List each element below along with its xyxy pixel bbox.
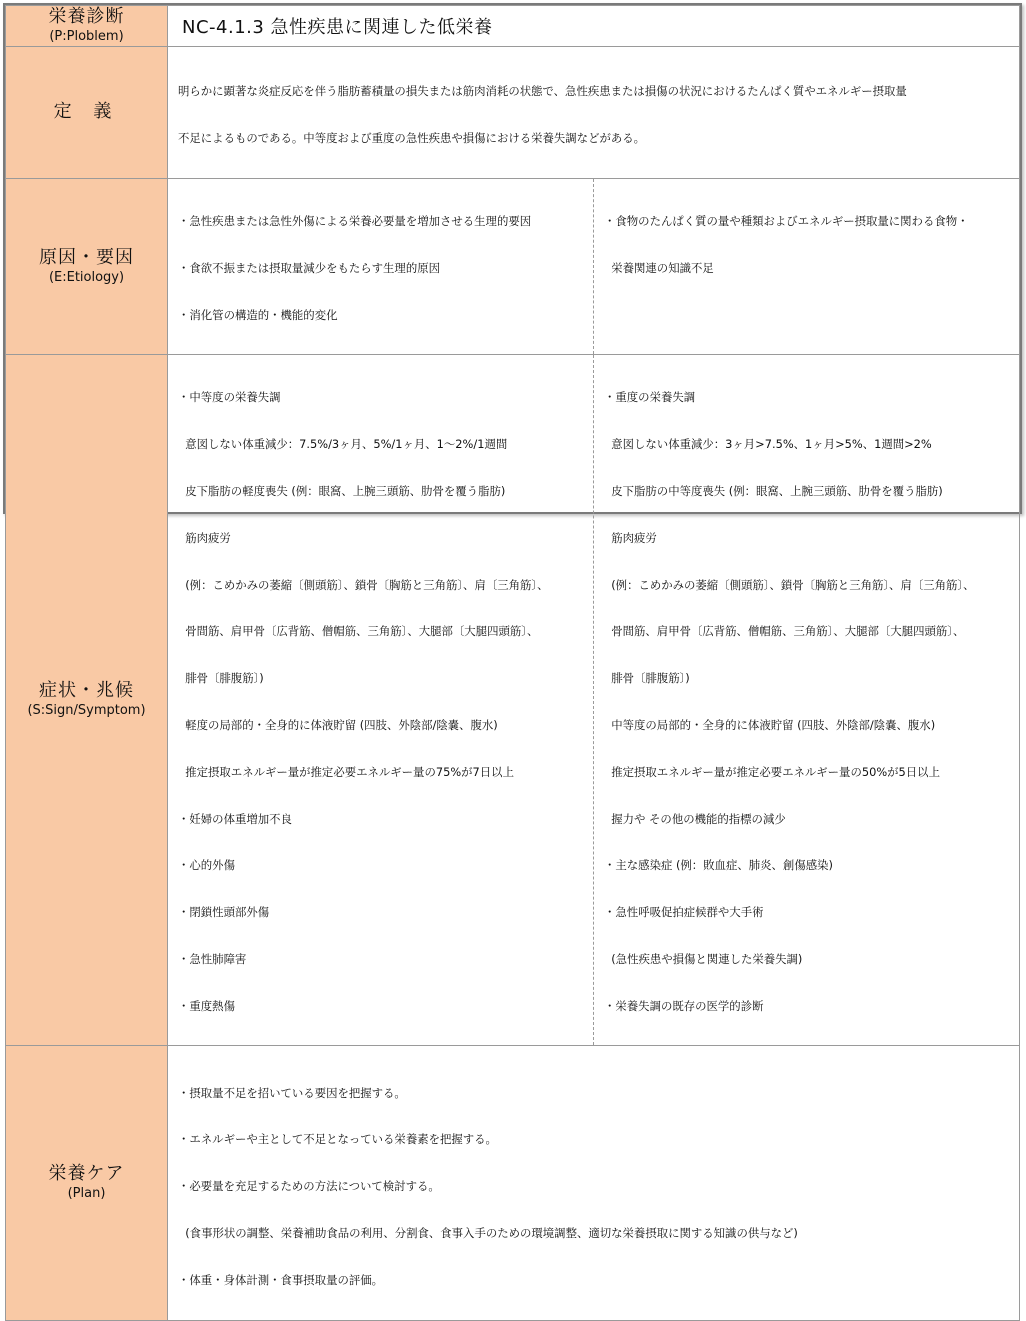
symptom-row — [6, 355, 1020, 1046]
problem-title-cell — [168, 6, 1020, 47]
etiology-right-cell — [594, 178, 1020, 355]
symptom-item: ・中等度の栄養失調 — [178, 390, 281, 405]
symptom-item: (例：こめかみの萎縮〔側頭筋〕、鎖骨〔胸筋と三角筋〕、肩〔三角筋〕、 — [178, 577, 549, 592]
problem-label-cell — [6, 6, 168, 47]
etiology-item: 栄養関連の知識不足 — [604, 260, 714, 275]
etiology-row — [6, 178, 1020, 355]
etiology-item: ・急性疾患または急性外傷による栄養必要量を増加させる生理的要因 — [178, 213, 532, 228]
symptom-item: 軽度の局部的・全身的に体液貯留 (四肢、外陰部/陰嚢、腹水) — [178, 717, 498, 732]
plan-cell — [168, 1046, 1020, 1320]
symptom-item: ・急性呼吸促拍症候群や大手術 — [604, 905, 764, 920]
symptom-item: 筋肉疲労 — [604, 530, 657, 545]
etiology-label: 原因・要因 — [39, 246, 134, 268]
problem-label: 栄養診断 — [48, 6, 125, 27]
symptom-item: (例：こめかみの萎縮〔側頭筋〕、鎖骨〔胸筋と三角筋〕、肩〔三角筋〕、 — [604, 577, 975, 592]
symptom-item: ・心的外傷 — [178, 858, 235, 873]
symptom-item: 推定摂取エネルギー量が推定必要エネルギー量の75%が7日以上 — [178, 764, 514, 779]
symptom-item: 骨間筋、肩甲骨〔広背筋、僧帽筋、三角筋〕、大腿部〔大腿四頭筋〕、 — [178, 624, 539, 639]
symptom-item: ・栄養失調の既存の医学的診断 — [604, 998, 764, 1013]
symptom-item: 中等度の局部的・全身的に体液貯留 (四肢、外陰部/陰嚢、腹水) — [604, 717, 936, 732]
definition-row — [6, 47, 1020, 179]
symptom-item: 骨間筋、肩甲骨〔広背筋、僧帽筋、三角筋〕、大腿部〔大腿四頭筋〕、 — [604, 624, 965, 639]
diagnosis-table — [5, 5, 1020, 1321]
plan-item: (食事形状の調整、栄養補助食品の利用、分割食、食事入手のための環境調整、適切な栄養摂取に関する知識の供与など) — [178, 1225, 798, 1240]
plan-sublabel: (Plan) — [67, 1185, 106, 1201]
symptom-item: ・重度熱傷 — [178, 998, 235, 1013]
symptom-item: 筋肉疲労 — [178, 530, 231, 545]
problem-title: NC-4.1.3 急性疾患に関連した低栄養 — [182, 17, 493, 38]
symptom-item: ・閉鎖性頭部外傷 — [178, 905, 270, 920]
symptom-right-text — [594, 355, 1019, 1045]
symptom-sublabel: (S:Sign/Symptom) — [27, 703, 146, 719]
plan-item: ・必要量を充足するための方法について検討する。 — [178, 1179, 440, 1194]
definition-cell — [168, 47, 1020, 179]
symptom-item: 腓骨〔腓腹筋〕) — [178, 671, 264, 686]
symptom-item: ・妊婦の体重増加不良 — [178, 811, 292, 826]
etiology-left-cell — [168, 178, 594, 355]
etiology-sublabel: (E:Etiology) — [48, 269, 125, 285]
symptom-item: ・主な感染症 (例：敗血症、肺炎、創傷感染) — [604, 858, 833, 873]
symptom-item: 意図しない体重減少：3ヶ月>7.5%、1ヶ月>5%、1週間>2% — [604, 437, 932, 452]
symptom-item: 皮下脂肪の中等度喪失 (例：眼窩、上腕三頭筋、肋骨を覆う脂肪) — [604, 484, 943, 499]
plan-item: ・エネルギーや主として不足となっている栄養素を把握する。 — [178, 1132, 497, 1147]
plan-text — [168, 1046, 1019, 1319]
definition-text — [168, 47, 1019, 178]
definition-label: 定 義 — [53, 101, 120, 123]
definition-line: 明らかに顕著な炎症反応を伴う脂肪蓄積量の損失または筋肉消耗の状態で、急性疾患または損傷の状況におけるたんぱく質やエネルギー摂取量 — [178, 84, 907, 99]
plan-item: ・体重・身体計測・食事摂取量の評価。 — [178, 1272, 384, 1287]
etiology-label-cell — [6, 178, 168, 355]
symptom-label: 症状・兆候 — [39, 680, 134, 702]
etiology-right-text — [594, 179, 1019, 308]
symptom-item: 腓骨〔腓腹筋〕) — [604, 671, 690, 686]
plan-row — [6, 1046, 1020, 1320]
symptom-item: 皮下脂肪の軽度喪失 (例：眼窩、上腕三頭筋、肋骨を覆う脂肪) — [178, 484, 506, 499]
plan-label-cell — [6, 1046, 168, 1320]
symptom-label-cell — [6, 355, 168, 1046]
symptom-item: ・重度の栄養失調 — [604, 390, 696, 405]
symptom-left-text — [168, 355, 593, 1045]
definition-label-cell — [6, 47, 168, 179]
plan-label: 栄養ケア — [48, 1162, 125, 1184]
etiology-item: ・食欲不振または摂取量減少をもたらす生理的原因 — [178, 260, 440, 275]
etiology-left-text — [168, 179, 593, 355]
etiology-item: ・食物のたんぱく質の量や種類およびエネルギー摂取量に関わる食物・ — [604, 213, 969, 228]
symptom-right-cell — [594, 355, 1020, 1046]
definition-line: 不足によるものである。中等度および重度の急性疾患や損傷における栄養失調などがある。 — [178, 130, 646, 145]
symptom-item: (急性疾患や損傷と関連した栄養失調) — [604, 951, 803, 966]
symptom-item: 握力や その他の機能的指標の減少 — [604, 811, 786, 826]
symptom-item: ・急性肺障害 — [178, 951, 247, 966]
problem-row — [6, 6, 1020, 47]
symptom-item: 推定摂取エネルギー量が推定必要エネルギー量の50%が5日以上 — [604, 764, 940, 779]
etiology-item: ・消化管の構造的・機能的変化 — [178, 307, 338, 322]
symptom-item: 意図しない体重減少：7.5%/3ヶ月、5%/1ヶ月、1～2%/1週間 — [178, 437, 508, 452]
plan-item: ・摂取量不足を招いている要因を把握する。 — [178, 1085, 406, 1100]
symptom-left-cell — [168, 355, 594, 1046]
problem-sublabel: (P:Ploblem) — [49, 29, 124, 44]
nutrition-diagnosis-sheet — [3, 3, 1022, 1287]
